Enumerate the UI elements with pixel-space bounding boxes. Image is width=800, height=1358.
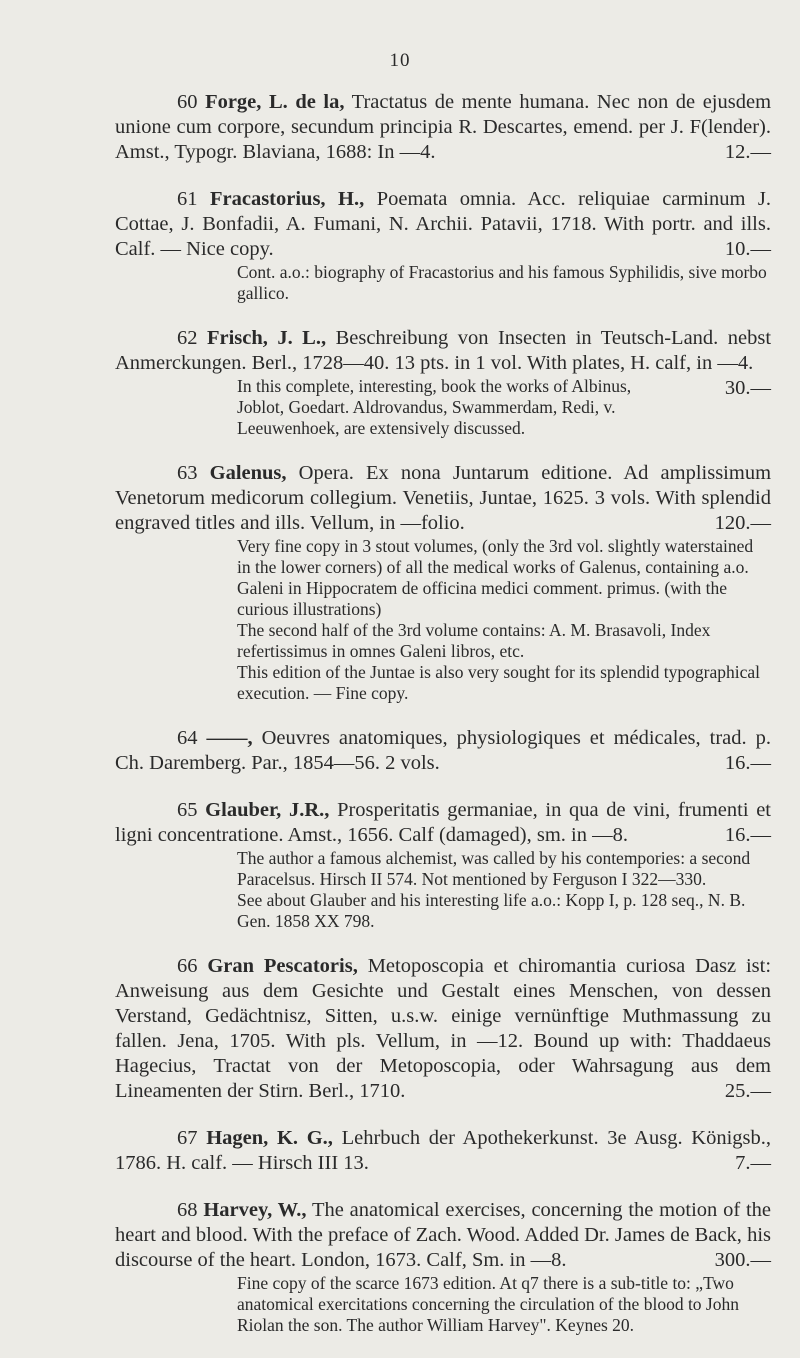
entry-author: Frisch, J. L.,	[206, 327, 327, 349]
entry-description: Opera. Ex nona Juntarum editione. Ad amplissimum Venetorum medicorum collegium. Venetiis, Juntae, 1625. 3 vols. With splendid engraved titles and ills. Vellum, in —folio.	[115, 462, 772, 534]
entry-number: 65	[177, 799, 198, 821]
catalogue-entry	[115, 1126, 771, 1176]
entry-price: 16.—	[724, 752, 771, 774]
entry-price: 12.—	[724, 141, 771, 163]
entry-note: This edition of the Juntae is also very sought for its splendid typographical execution. — Fine copy.	[237, 662, 760, 703]
catalogue-entry	[115, 954, 771, 1104]
entry-note: Very fine copy in 3 stout volumes, (only the 3rd vol. slightly waterstained in the lower corners) of all the medical works of Galenus, containing a.o. Galeni in Hippocratem de officina medici comment. primus. (with the curious illustrations)	[237, 536, 754, 619]
catalogue-entry	[115, 1198, 771, 1336]
entry-main-text	[115, 90, 771, 165]
page-number: 10	[389, 50, 411, 71]
catalogue-entry	[115, 187, 771, 304]
entry-description: Oeuvres anatomiques, physiologiques et médicales, trad. p. Ch. Daremberg. Par., 1854—56. 2 vols.	[115, 727, 772, 774]
entry-note: Fine copy of the scarce 1673 edition. At q7 there is a sub-title to: „Two anatomical exercitations concerning the circulation of the blood to John Riolan the son. The author William Harvey". Keynes 20.	[237, 1273, 739, 1335]
entry-author: Hagen, K. G.,	[206, 1127, 333, 1149]
entry-main-text	[115, 187, 771, 262]
entry-description: Tractatus de mente humana. Nec non de ejusdem unione cum corpore, secundum principia R. Descartes, emend. per J. F(lender). Amst., Typogr. Blaviana, 1688: In —4.	[115, 91, 772, 163]
entry-note: See about Glauber and his interesting life a.o.: Kopp I, p. 128 seq., N. B. Gen. 1858 XX 798.	[237, 890, 746, 931]
catalogue-entry	[115, 798, 771, 932]
entry-number: 64	[177, 727, 198, 749]
entry-author: Glauber, J.R.,	[205, 799, 330, 821]
entry-price: 300.—	[714, 1249, 771, 1271]
entry-author: Forge, L. de la,	[205, 91, 345, 113]
entry-author: Harvey, W.,	[203, 1199, 307, 1221]
entry-note: In this complete, interesting, book the works of Albinus, Joblot, Goedart. Aldrovandus, Swammerdam, Redi, v. Leeuwenhoek, are extensively discussed.	[237, 376, 632, 438]
entry-number: 68	[177, 1199, 198, 1221]
entry-author: Fracastorius, H.,	[209, 188, 365, 210]
entry-description: Metoposcopia et chiromantia curiosa Dasz ist: Anweisung aus dem Gesichte und Gestalt eines Menschen, von dessen Verstand, Gedächtnisz, Sitten, u.s.w. einige vernünftige Muthmassung zu fallen. Jena, 1705. With pls. Vellum, in —12. Bound up with: Thaddaeus Hagecius, Tractat von der Metoposcopia, oder Wahrsagung aus dem Lineamenten der Stirn. Berl., 1710.	[115, 955, 772, 1102]
entry-author: Gran Pescatoris,	[207, 955, 358, 977]
entry-description: The anatomical exercises, concerning the motion of the heart and blood. With the preface of Zach. Wood. Added Dr. James de Back, his discourse of the heart. London, 1673. Calf, Sm. in —8.	[115, 1199, 772, 1271]
entry-number: 63	[177, 462, 198, 484]
entry-author: Galenus,	[209, 462, 287, 484]
entry-note: Cont. a.o.: biography of Fracastorius and his famous Syphilidis, sive morbo gallico.	[237, 262, 767, 303]
entry-number: 67	[177, 1127, 198, 1149]
entry-main-text	[115, 726, 771, 776]
catalogue-entry	[115, 461, 771, 704]
entry-price: 120.—	[714, 512, 771, 534]
entry-author: ——,	[206, 727, 253, 749]
entry-price: 10.—	[724, 238, 771, 260]
entry-description: Beschreibung von Insecten in Teutsch-Land. nebst Anmerckungen. Berl., 1728—40. 13 pts. in 1 vol. With plates, H. calf, in —4.	[115, 327, 772, 374]
entry-main-text	[115, 1198, 771, 1273]
entry-description: Poemata omnia. Acc. reliquiae carminum J. Cottae, J. Bonfadii, A. Fumani, N. Archii. Patavii, 1718. With portr. and ills. Calf. — Nice copy.	[115, 188, 771, 260]
entry-number: 66	[177, 955, 198, 977]
entry-price: 16.—	[724, 824, 771, 846]
catalogue-entry	[115, 90, 771, 165]
catalogue-entry	[115, 326, 771, 439]
entry-price: 25.—	[724, 1080, 771, 1102]
entry-description: Prosperitatis germaniae, in qua de vini, frumenti et ligni concentratione. Amst., 1656. Calf (damaged), sm. in —8.	[115, 799, 771, 846]
entry-price: 30.—	[724, 377, 771, 399]
entry-note: The second half of the 3rd volume contains: A. M. Brasavoli, Index refertissimus in omnes Galeni libros, etc.	[237, 620, 711, 661]
entry-main-text	[115, 461, 771, 536]
entry-main-text	[115, 954, 771, 1104]
entry-description: Lehrbuch der Apothekerkunst. 3e Ausg. Königsb., 1786. H. calf. — Hirsch III 13.	[115, 1127, 771, 1174]
entry-main-text	[115, 1126, 771, 1176]
entry-note: The author a famous alchemist, was called by his contempories: a second Paracelsus. Hirsch II 574. Not mentioned by Ferguson I 322—330.	[237, 848, 751, 889]
entry-number: 61	[177, 188, 198, 210]
entry-price: 7.—	[735, 1152, 771, 1174]
catalogue-entry	[115, 726, 771, 776]
entry-main-text	[115, 798, 771, 848]
entry-number: 60	[177, 91, 198, 113]
entry-main-text	[115, 326, 772, 399]
entry-number: 62	[177, 327, 198, 349]
catalogue-entries	[115, 90, 771, 1358]
